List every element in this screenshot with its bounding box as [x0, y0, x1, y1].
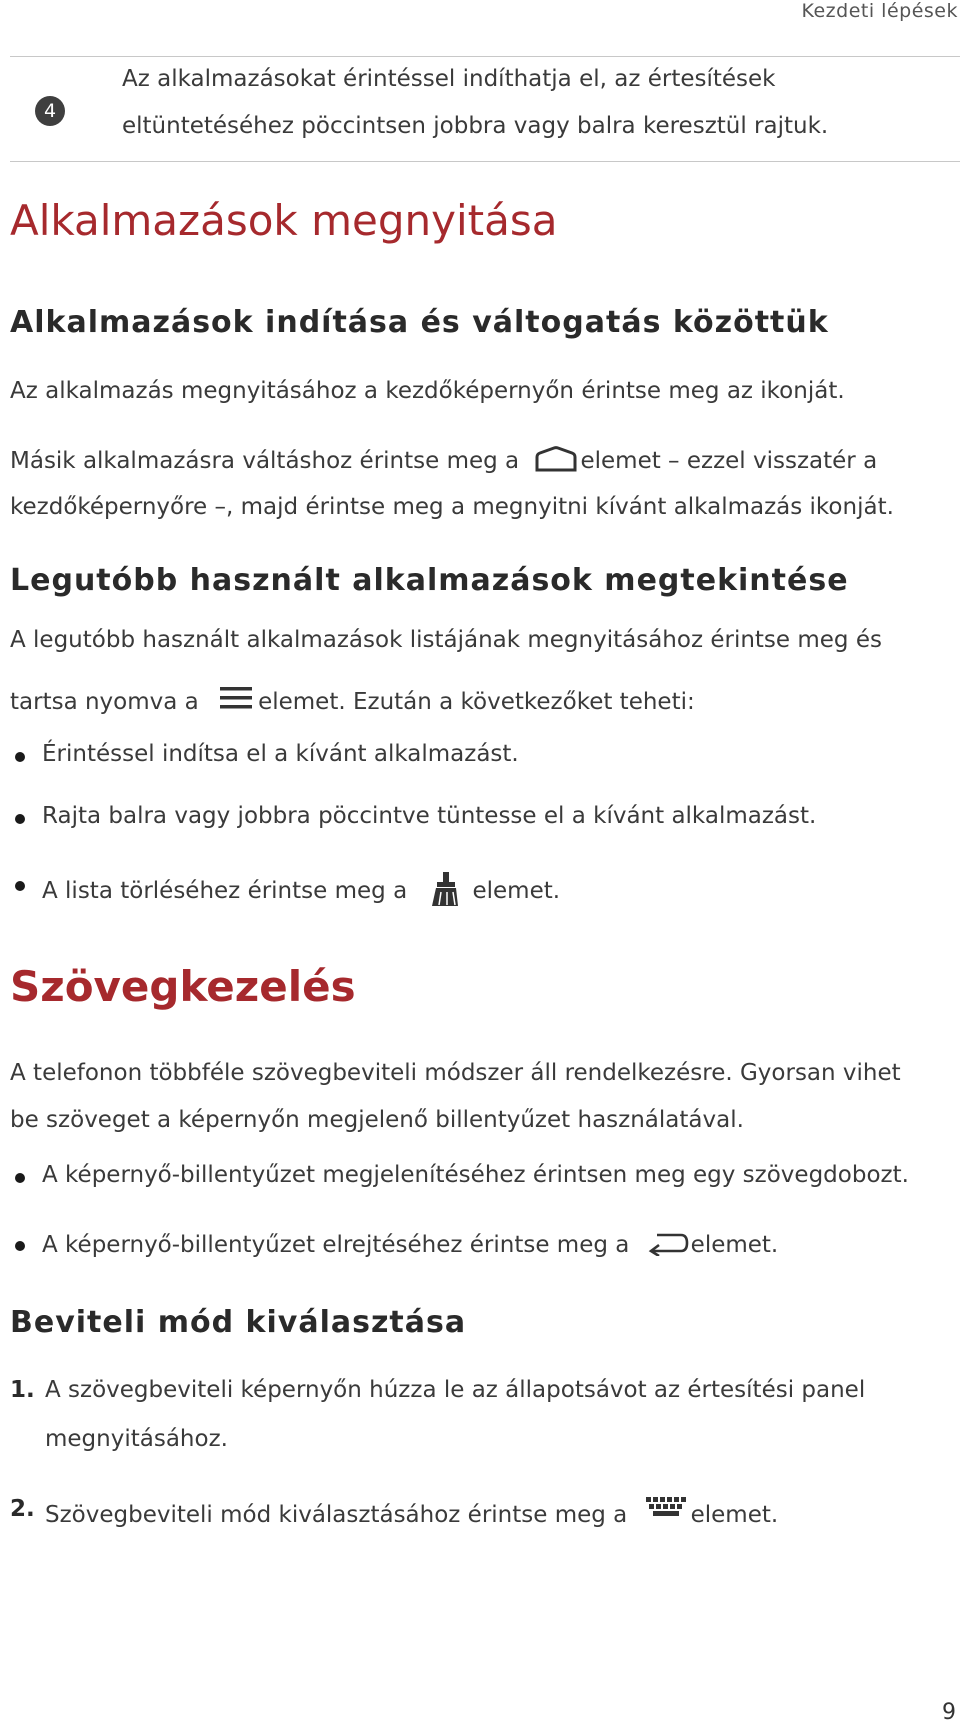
tip-line-1: Az alkalmazásokat érintéssel indíthatja el, az értesítések: [122, 66, 776, 92]
recent-text-b: elemet. Ezután a következőket teheti:: [258, 689, 695, 715]
bullet-dot: [15, 1173, 25, 1183]
clear-text-a: A lista törléséhez érintse meg a: [42, 878, 408, 904]
subsection-title-input-method: Beviteli mód kiválasztása: [10, 1305, 467, 1340]
bullet-recent-3: [42, 870, 560, 914]
step-number: 2.: [10, 1496, 35, 1522]
switch-text-a: Másik alkalmazásra váltáshoz érintse meg a: [10, 448, 520, 474]
broom-icon: [428, 870, 464, 914]
section-title-open-apps: Alkalmazások megnyitása: [10, 196, 558, 245]
step-1-line-2: megnyitásához.: [45, 1426, 228, 1452]
tip-line-2: eltüntetéséhez pöccintsen jobbra vagy balra keresztül rajtuk.: [122, 113, 829, 139]
bullet-keyboard-show: A képernyő-billentyűzet megjelenítéséhez érintsen meg egy szövegdobozt.: [42, 1162, 909, 1188]
subsection-title-recent-apps: Legutóbb használt alkalmazások megtekintése: [10, 563, 849, 598]
divider-tip-bottom: [10, 161, 960, 162]
bullet-dot: [15, 814, 25, 824]
hide-text-a: A képernyő-billentyűzet elrejtéséhez érintse meg a: [42, 1232, 630, 1258]
menu-icon: [218, 685, 254, 717]
step-2-line-1: [45, 1496, 778, 1528]
step-1-line-1: A szövegbeviteli képernyőn húzza le az állapotsávot az értesítési panel: [45, 1377, 866, 1403]
step-2-text-a: Szövegbeviteli mód kiválasztásához érintse meg a: [45, 1502, 628, 1528]
paragraph-text-line1: A telefonon többféle szövegbeviteli módszer áll rendelkezésre. Gyorsan vihet: [10, 1060, 901, 1086]
page-number: 9: [942, 1700, 956, 1725]
hide-text-b: elemet.: [690, 1232, 779, 1258]
step-number: 1.: [10, 1377, 35, 1403]
paragraph-switch-app-line2: kezdőképernyőre –, majd érintse meg a megnyitni kívánt alkalmazás ikonját.: [10, 494, 894, 520]
switch-text-b: elemet – ezzel visszatér a: [580, 448, 878, 474]
section-title-text-handling: Szövegkezelés: [10, 962, 356, 1011]
bullet-recent-2: Rajta balra vagy jobbra pöccintve tüntesse el a kívánt alkalmazást.: [42, 803, 817, 829]
step-number-badge: 4: [35, 96, 65, 126]
paragraph-recent-line2: [10, 685, 695, 717]
back-icon: [647, 1230, 689, 1262]
running-header: Kezdeti lépések: [801, 0, 958, 22]
bullet-recent-1: Érintéssel indítsa el a kívánt alkalmazást.: [42, 741, 519, 767]
paragraph-open-app: Az alkalmazás megnyitásához a kezdőképernyőn érintse meg az ikonját.: [10, 378, 845, 404]
bullet-dot: [15, 752, 25, 762]
bullet-keyboard-hide: [42, 1230, 778, 1262]
clear-text-b: elemet.: [472, 878, 561, 904]
keyboard-icon: [645, 1496, 689, 1526]
bullet-dot: [15, 881, 25, 891]
divider-top: [10, 56, 960, 57]
paragraph-text-line2: be szöveget a képernyőn megjelenő billentyűzet használatával.: [10, 1107, 744, 1133]
paragraph-recent-line1: A legutóbb használt alkalmazások listájának megnyitásához érintse meg és: [10, 627, 882, 653]
recent-text-a: tartsa nyomva a: [10, 689, 199, 715]
paragraph-switch-app-line1: [10, 446, 877, 478]
subsection-title-start-switch: Alkalmazások indítása és váltogatás közöttük: [10, 305, 829, 340]
home-icon: [534, 446, 578, 478]
step-2-text-b: elemet.: [690, 1502, 779, 1528]
bullet-dot: [15, 1241, 25, 1251]
